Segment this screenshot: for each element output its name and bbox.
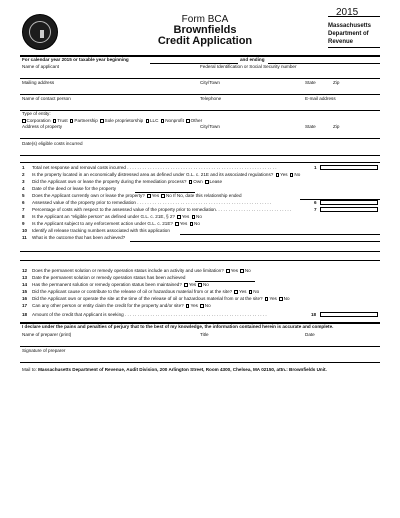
line-3-question: Did the Applicant own or lease the property during the remediation process? Own Lease: [32, 179, 223, 184]
mailing-address-label: Mailing address: [22, 80, 55, 85]
line-3-own-checkbox[interactable]: [189, 180, 193, 184]
contact-person-label: Name of contact person: [22, 96, 71, 101]
line-15-question: Did the Applicant cause or contribute to the release of oil or hazardous material from or at the site? Yes No: [32, 289, 260, 294]
line-4-label: Date of the deed or lease for the property: [32, 186, 117, 191]
signature-label: Signature of preparer: [22, 348, 66, 353]
trust-checkbox[interactable]: [53, 119, 57, 123]
corporation-checkbox[interactable]: [22, 119, 26, 123]
zip-label: Zip: [333, 124, 340, 129]
line-7-label: Percentage of costs with respect to the assessed value of the property prior to remediation. . . . . . . . . . . . . . . . . . . . . . . . . . . . . .: [32, 207, 292, 212]
line-18-label: Amount of the credit that Applicant is seeking . . . . . . . . . . . . . . . . . . . . . . . . . . . . . . . . . . . . . . . . . . . . . . . . . . . . . . . .: [32, 312, 267, 317]
telephone-label: Telephone: [200, 96, 222, 101]
line-6-label: Assessed value of the property prior to remediation . . . . . . . . . . . . . . . . . . . . . . . . . . . . . . . . . . . . . . . . . . . . . . . . . . . . .: [32, 200, 272, 205]
line-11-field-3[interactable]: [20, 260, 380, 261]
entity-options[interactable]: Corporation Trust Partnership Sole proprietorship LLC Nonprofit Other: [21, 118, 202, 124]
line-8-no-checkbox[interactable]: [192, 215, 196, 219]
line-5-no-checkbox[interactable]: [161, 194, 165, 198]
fid-label: Federal Identification or Social Security number: [200, 64, 297, 69]
line-12-yes-checkbox[interactable]: [226, 269, 230, 273]
name-of-applicant-field[interactable]: [20, 78, 380, 79]
line-7-field[interactable]: [320, 207, 378, 212]
line-1-label: Total net response and removal costs incurred . . . . . . . . . . . . . . . . . . . . . . . . . . . . . . . . . . . . . . . . . . . . . . . . . . . . . . . . . . .: [32, 165, 277, 170]
state-seal-logo: [22, 14, 58, 50]
line-1-field[interactable]: [320, 165, 378, 170]
form-year: 2015: [336, 7, 359, 18]
line-2-question: Is the property located in an economically distressed area as defined under G.L. c. 21E and its associated regulations? Yes No: [32, 172, 301, 177]
eligible-dates-field[interactable]: [20, 155, 380, 156]
period-and-ending: and ending: [240, 57, 265, 62]
preparer-name-field[interactable]: [20, 346, 380, 347]
state-label: State: [305, 124, 316, 129]
line-5-yes-checkbox[interactable]: [147, 194, 151, 198]
line-11-field[interactable]: [130, 241, 380, 242]
department-name: Massachusetts Department of Revenue: [328, 23, 372, 45]
zip-label: Zip: [333, 80, 340, 85]
divider: [328, 47, 380, 48]
line-18-field[interactable]: [320, 312, 378, 317]
email-label: E-mail address: [305, 96, 336, 101]
mailing-address-field[interactable]: [20, 94, 380, 95]
line-9-yes-checkbox[interactable]: [175, 222, 179, 226]
line-17-no-checkbox[interactable]: [200, 304, 204, 308]
name-of-applicant-label: Name of applicant: [22, 64, 60, 69]
line-12-question: Does the permanent solution or remedy operation status include an activity and use limitation? Yes No: [32, 268, 251, 273]
line-17-yes-checkbox[interactable]: [186, 304, 190, 308]
eligible-dates-label: Date(s) eligible costs incurred: [22, 141, 83, 146]
contact-field[interactable]: [20, 110, 380, 111]
line-12-no-checkbox[interactable]: [240, 269, 244, 273]
line-3-lease-checkbox[interactable]: [205, 180, 209, 184]
declaration-text: I declare under the pains and penalties of perjury that to the best of my knowledge, the information contained herein is accurate and complete.: [22, 324, 334, 329]
line-10-field[interactable]: [180, 234, 380, 235]
section-divider: [20, 162, 380, 163]
line-9-no-checkbox[interactable]: [190, 222, 194, 226]
preparer-date-label: Date: [305, 332, 315, 337]
state-label: State: [305, 80, 316, 85]
nonprofit-checkbox[interactable]: [161, 119, 165, 123]
form-title-line1: Brownfields: [173, 24, 237, 36]
other-checkbox[interactable]: [186, 119, 190, 123]
property-address-label: Address of property: [22, 124, 63, 129]
llc-checkbox[interactable]: [146, 119, 150, 123]
line-9-question: Is the Applicant subject to any enforcement action under G.L. c. 21E? Yes No: [32, 221, 200, 226]
line-15-yes-checkbox[interactable]: [234, 290, 238, 294]
period-label: For calendar year 2015 or taxable year beginning: [22, 57, 129, 62]
city-town-label: City/Town: [200, 124, 220, 129]
partnership-checkbox[interactable]: [70, 119, 74, 123]
line-11-label: What is the outcome that has been achieved?: [32, 235, 126, 240]
preparer-name-label: Name of preparer (print): [22, 332, 72, 337]
signature-field[interactable]: [20, 362, 380, 363]
type-of-entity-label: Type of entity:: [22, 111, 51, 116]
line-16-no-checkbox[interactable]: [279, 297, 283, 301]
line-14-question: Has the permanent solution or remedy operation status been maintained? Yes No: [32, 282, 209, 287]
line-14-yes-checkbox[interactable]: [184, 283, 188, 287]
line-2-no-checkbox[interactable]: [290, 173, 294, 177]
divider: [328, 16, 380, 17]
line-14-no-checkbox[interactable]: [198, 283, 202, 287]
preparer-title-label: Title: [200, 332, 209, 337]
line-13-label: Date the permanent solution or remedy operation status has been achieved: [32, 275, 186, 280]
line-11-field-2[interactable]: [20, 251, 380, 252]
line-8-question: Is the Applicant an "eligible person" as defined under G.L. c. 21E, § 2? Yes No: [32, 214, 202, 219]
line-10-label: Identify all release tracking numbers associated with this application: [32, 228, 170, 233]
form-label: Form BCA: [181, 14, 229, 25]
form-title-line2: Credit Application: [157, 35, 253, 47]
line-17-question: Can any other person or entity claim the credit for the property and/or site? Yes No: [32, 303, 211, 308]
property-address-field[interactable]: [20, 138, 380, 139]
mail-to-line: Mail to: Massachusetts Department of Revenue, Audit Division, 200 Arlington Street, Room 4300, Chelsea, MA 02150, attn.: Brownfields Unit.: [22, 367, 327, 372]
line-6-field[interactable]: [320, 200, 378, 205]
line-16-yes-checkbox[interactable]: [265, 297, 269, 301]
line-8-yes-checkbox[interactable]: [177, 215, 181, 219]
line-5-question: Does the Applicant currently own or lease the property? Yes No If No, date this relationship ended: [32, 193, 242, 198]
city-town-label: City/Town: [200, 80, 220, 85]
line-2-yes-checkbox[interactable]: [276, 173, 280, 177]
line-16-question: Did the Applicant own or operate the site at the time of the release of oil or hazardous material from or at the site? Yes No: [32, 296, 290, 301]
line-15-no-checkbox[interactable]: [249, 290, 253, 294]
sole-proprietorship-checkbox[interactable]: [100, 119, 104, 123]
